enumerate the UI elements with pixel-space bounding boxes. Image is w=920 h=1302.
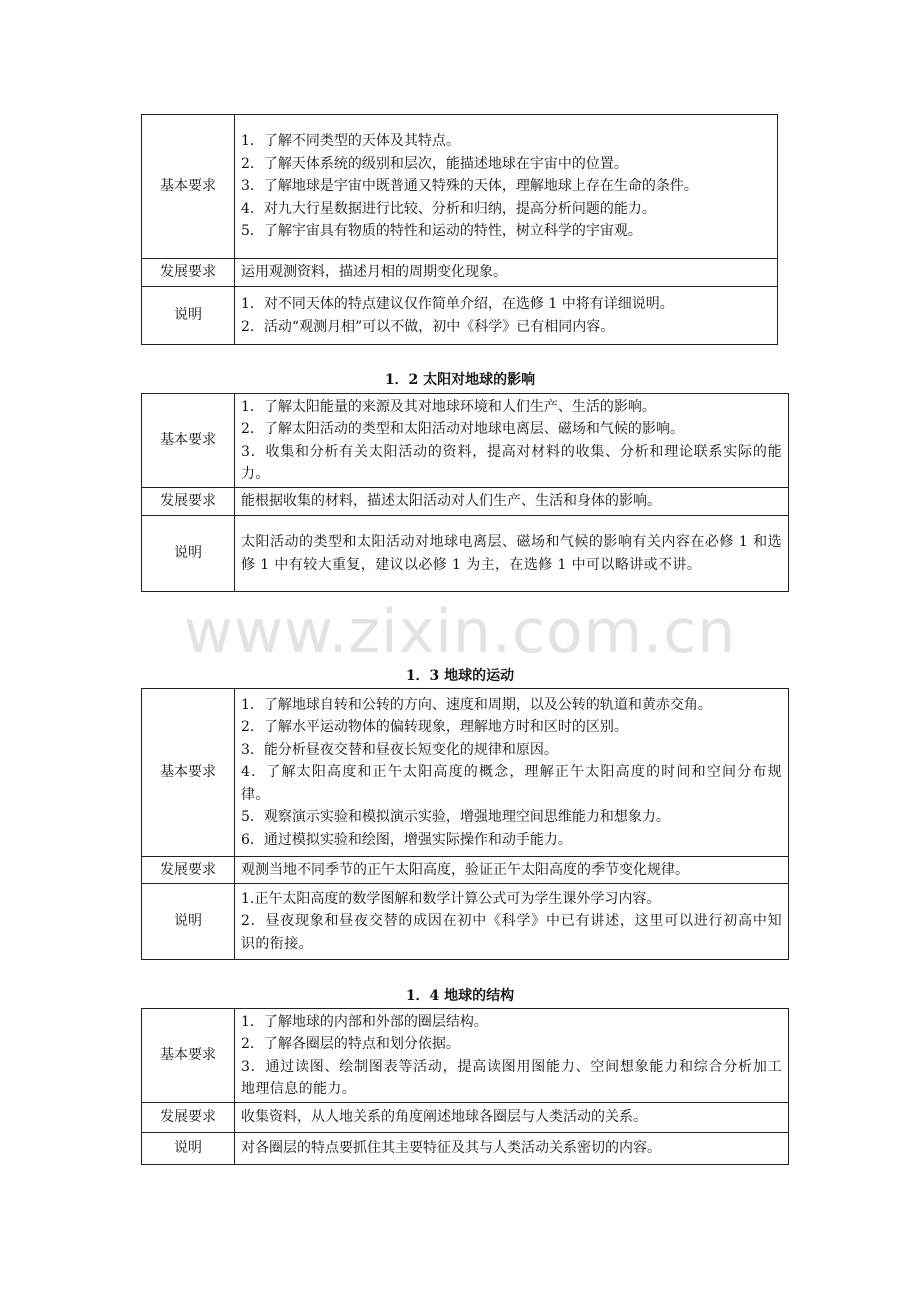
list-item: 太阳活动的类型和太阳活动对地球电离层、磁场和气候的影响有关内容在必修 1 和选修 1 中有较大重复，建议以必修 1 为主，在选修 1 中可以略讲或不讲。 <box>241 534 782 573</box>
development-requirements-content <box>235 857 789 884</box>
section-4-table <box>141 1008 789 1164</box>
watermark: www.zixin.com.cn <box>183 597 737 667</box>
list-item: 对各圈层的特点要抓住其主要特征及其与人类活动关系密切的内容。 <box>241 1140 661 1157</box>
section-3-table <box>141 688 789 959</box>
list-item: 6．通过模拟实验和绘图，增强实际操作和动手能力。 <box>241 831 572 848</box>
list-item: 4．对九大行星数据进行比较、分析和归纳，提高分析问题的能力。 <box>241 200 656 217</box>
list-item: 收集资料，从人地关系的角度阐述地球各圈层与人类活动的关系。 <box>241 1109 647 1126</box>
notes-content <box>235 1133 789 1165</box>
list-item: 3．收集和分析有关太阳活动的资料，提高对材料的收集、分析和理论联系实际的能力。 <box>241 443 782 482</box>
list-item: 1．了解不同类型的天体及其特点。 <box>241 133 460 150</box>
list-item: 2．了解天体系统的级别和层次，能描述地球在宇宙中的位置。 <box>241 155 628 172</box>
list-item: 运用观测资料，描述月相的周期变化现象。 <box>241 264 507 281</box>
list-item: 3．了解地球是宇宙中既普通又特殊的天体，理解地球上存在生命的条件。 <box>241 178 698 195</box>
development-requirements-content <box>235 1103 789 1133</box>
list-item: 3．通过读图、绘制图表等活动，提高读图用图能力、空间想象能力和综合分析加工地理信息的能力。 <box>241 1058 782 1097</box>
list-item: 5．观察演示实验和模拟演示实验，增强地理空间思维能力和想象力。 <box>241 809 670 826</box>
basic-requirements-label: 基本要求 <box>142 394 235 488</box>
list-item: 2．了解太阳活动的类型和太阳活动对地球电离层、磁场和气候的影响。 <box>241 421 684 437</box>
development-requirements-content <box>235 488 789 516</box>
basic-requirements-content <box>235 689 789 857</box>
development-requirements-label: 发展要求 <box>142 259 235 287</box>
list-item: 2．了解水平运动物体的偏转现象，理解地方时和区时的区别。 <box>241 719 628 736</box>
section-title: 1．3 地球的运动 <box>405 668 515 684</box>
basic-requirements-label: 基本要求 <box>142 689 235 857</box>
list-item: 1．了解地球的内部和外部的圈层结构。 <box>241 1013 488 1030</box>
development-requirements-label: 发展要求 <box>142 857 235 884</box>
list-item: 观测当地不同季节的正午太阳高度，验证正午太阳高度的季节变化规律。 <box>241 861 689 878</box>
notes-content <box>235 287 778 345</box>
notes-label: 说明 <box>142 287 235 345</box>
section-2-table <box>141 393 789 591</box>
basic-requirements-content <box>235 1009 789 1103</box>
section-1-table <box>141 114 778 344</box>
list-item: 1．了解地球自转和公转的方向、速度和周期，以及公转的轨道和黄赤交角。 <box>241 696 712 713</box>
basic-requirements-content <box>235 115 778 259</box>
list-item: 5．了解宇宙具有物质的特性和运动的特性，树立科学的宇宙观。 <box>241 223 642 240</box>
notes-label: 说明 <box>142 1133 235 1165</box>
notes-label: 说明 <box>142 884 235 960</box>
list-item: 2．活动“观测月相”可以不做，初中《科学》已有相同内容。 <box>241 318 615 335</box>
basic-requirements-label: 基本要求 <box>142 115 235 259</box>
list-item: 1．了解太阳能量的来源及其对地球环境和人们生产、生活的影响。 <box>241 398 656 415</box>
section-title: 1．4 地球的结构 <box>405 988 515 1004</box>
list-item: 4．了解太阳高度和正午太阳高度的概念，理解正午太阳高度的时间和空间分布规律。 <box>241 764 782 803</box>
list-item: 能根据收集的材料，描述太阳活动对人们生产、生活和身体的影响。 <box>241 493 661 510</box>
list-item: 1.正午太阳高度的数学图解和数学计算公式可为学生课外学习内容。 <box>241 890 661 907</box>
development-requirements-content <box>235 259 778 287</box>
list-item: 3．能分析昼夜交替和昼夜长短变化的规律和原因。 <box>241 741 558 758</box>
development-requirements-label: 发展要求 <box>142 1103 235 1133</box>
notes-content <box>235 516 789 592</box>
list-item: 2．了解各圈层的特点和划分依据。 <box>241 1036 460 1052</box>
development-requirements-label: 发展要求 <box>142 488 235 516</box>
basic-requirements-content <box>235 394 789 488</box>
list-item: 2．昼夜现象和昼夜交替的成因在初中《科学》中已有讲述，这里可以进行初高中知识的衔接。 <box>241 913 782 952</box>
list-item: 1．对不同天体的特点建议仅作简单介绍，在选修 1 中将有详细说明。 <box>241 296 674 312</box>
section-title: 1．2 太阳对地球的影响 <box>384 372 536 388</box>
notes-content <box>235 884 789 960</box>
notes-label: 说明 <box>142 516 235 592</box>
basic-requirements-label: 基本要求 <box>142 1009 235 1103</box>
